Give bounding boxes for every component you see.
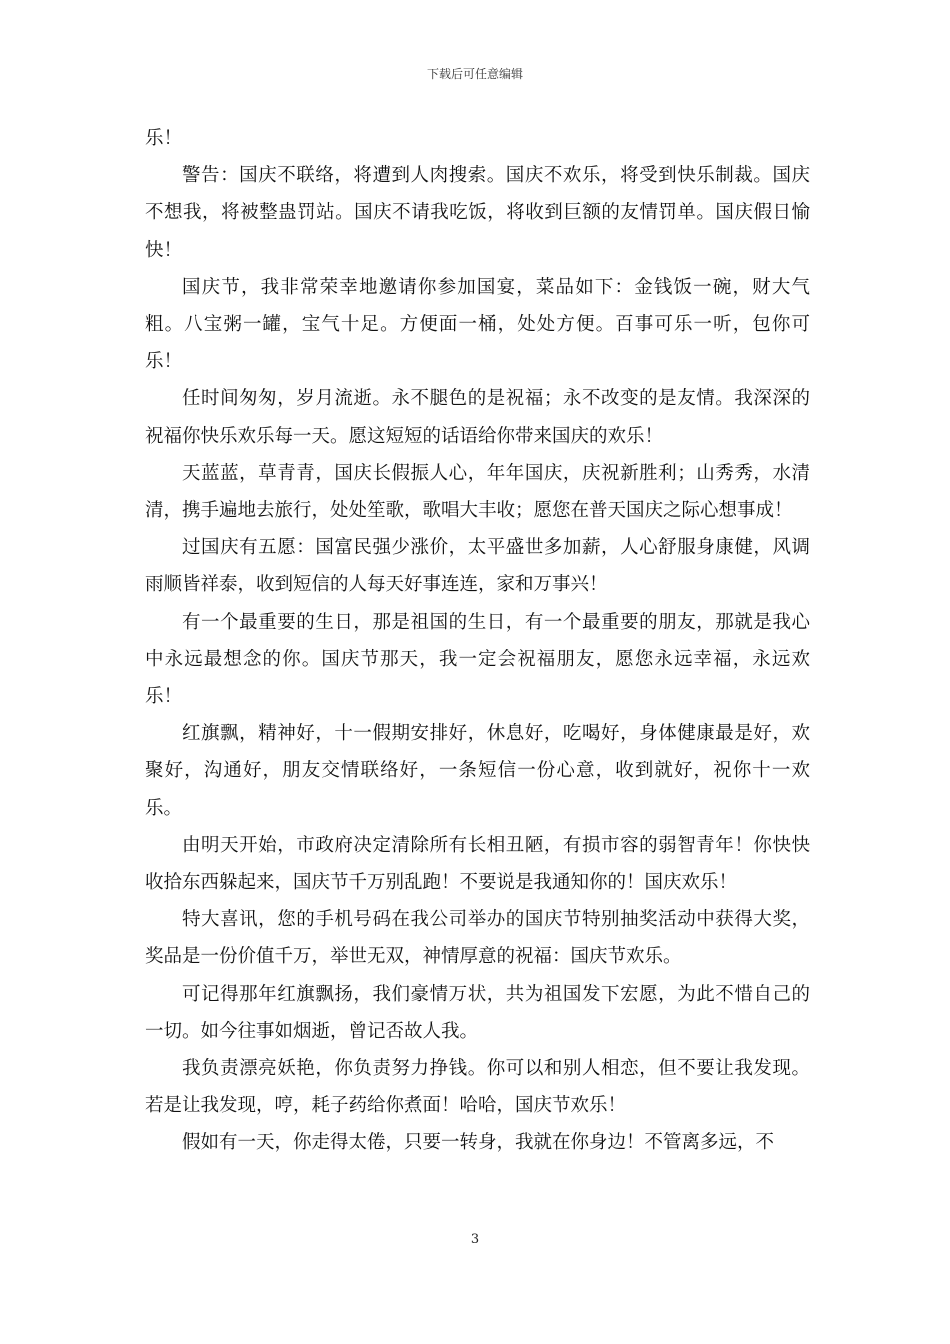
paragraph: 国庆节，我非常荣幸地邀请你参加国宴，菜品如下：金钱饭一碗，财大气粗。八宝粥一罐，宝气十足。方便面一桶，处处方便。百事可乐一听，包你可乐！ — [145, 276, 810, 373]
paragraph: 有一个最重要的生日，那是祖国的生日，有一个最重要的朋友，那就是我心中永远最想念的你。国庆节那天，我一定会祝福朋友，愿您永远幸福，永远欢乐！ — [145, 611, 810, 708]
paragraph: 警告：国庆不联络，将遭到人肉搜索。国庆不欢乐，将受到快乐制裁。国庆不想我，将被整蛊罚站。国庆不请我吃饭，将收到巨额的友情罚单。国庆假日愉快！ — [145, 165, 810, 261]
body-text — [145, 120, 810, 1162]
paragraph: 我负责漂亮妖艳，你负责努力挣钱。你可以和别人相恋，但不要让我发现。若是让我发现，哼，耗子药给你煮面！哈哈，国庆节欢乐！ — [145, 1058, 810, 1117]
paragraph: 可记得那年红旗飘扬，我们豪情万状，共为祖国发下宏愿，为此不惜自己的一切。如今往事如烟逝，曾记否故人我。 — [145, 983, 810, 1042]
paragraph: 任时间匆匆，岁月流逝。永不腿色的是祝福；永不改变的是友情。我深深的祝福你快乐欢乐每一天。愿这短短的话语给你带来国庆的欢乐！ — [145, 388, 810, 447]
paragraph: 假如有一天，你走得太倦，只要一转身，我就在你身边！不管离多远，不 — [182, 1132, 775, 1154]
paragraph: 由明天开始，市政府决定清除所有长相丑陋，有损市容的弱智青年！你快快收拾东西躲起来，国庆节千万别乱跑！不要说是我通知你的！国庆欢乐！ — [145, 834, 810, 894]
page-header: 下载后可任意编辑 — [426, 67, 523, 81]
paragraph: 特大喜讯，您的手机号码在我公司举办的国庆节特别抽奖活动中获得大奖，奖品是一份价值千万，举世无双，神情厚意的祝福：国庆节欢乐。 — [145, 909, 810, 968]
paragraph-continuation: 乐！ — [145, 128, 183, 149]
paragraph: 天蓝蓝，草青青，国庆长假振人心，年年国庆，庆祝新胜利；山秀秀，水清清，携手遍地去旅行，处处笙歌，歌唱大丰收；愿您在普天国庆之际心想事成！ — [145, 462, 810, 522]
page-number: 3 — [470, 1232, 480, 1247]
paragraph: 红旗飘，精神好，十一假期安排好，休息好，吃喝好，身体健康最是好，欢聚好，沟通好，朋友交情联络好，一条短信一份心意，收到就好，祝你十一欢乐。 — [145, 723, 810, 819]
paragraph: 过国庆有五愿：国富民强少涨价，太平盛世多加薪，人心舒服身康健，风调雨顺皆祥泰，收到短信的人每天好事连连，家和万事兴！ — [145, 537, 810, 596]
